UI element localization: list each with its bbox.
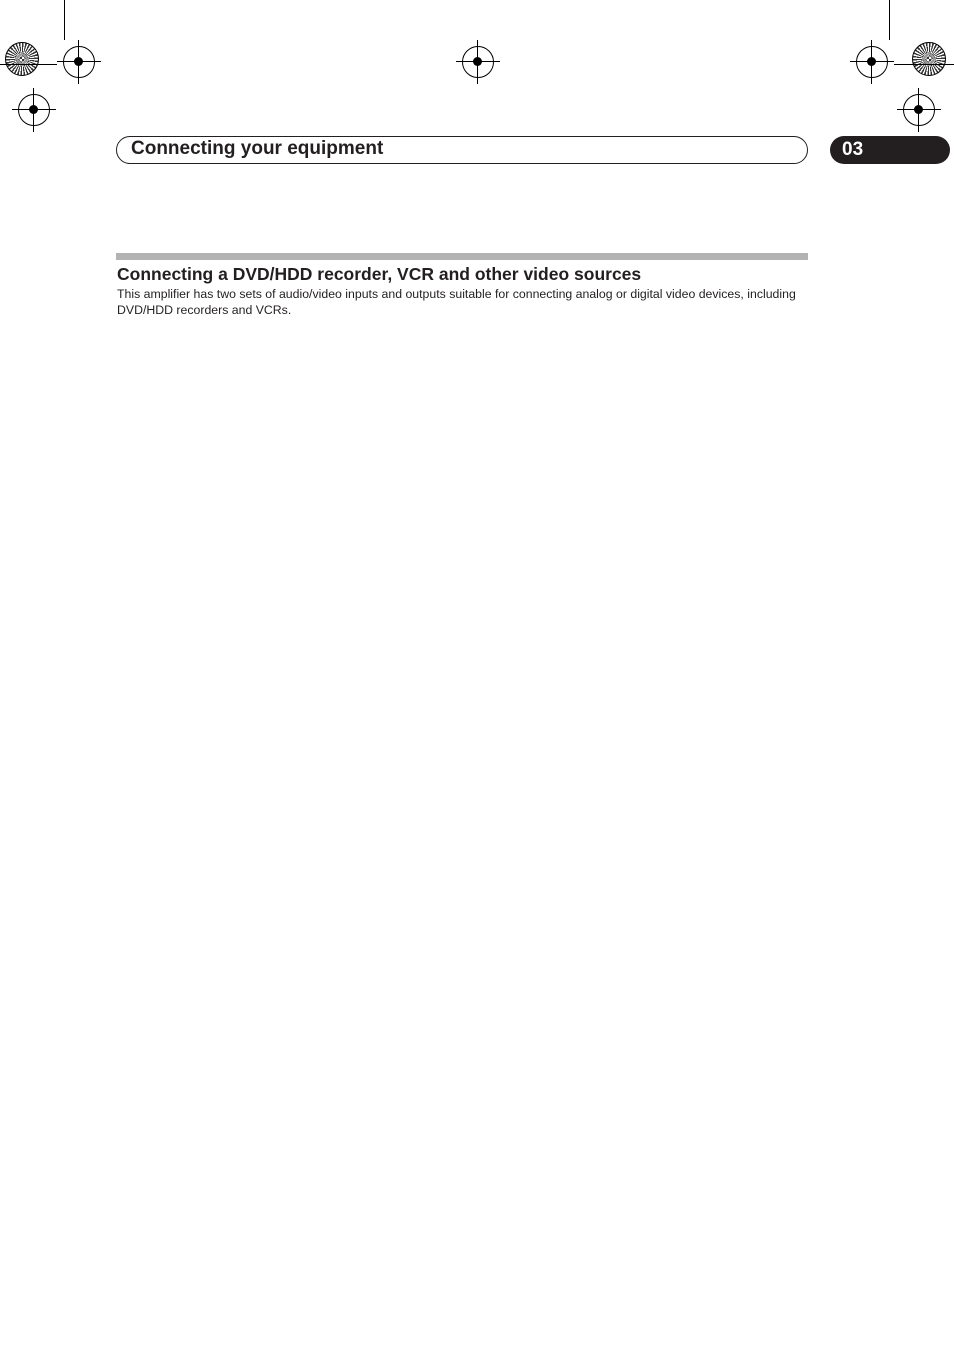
registration-wheel-icon	[912, 42, 946, 76]
registration-wheel-icon	[5, 42, 39, 76]
section-title: Connecting a DVD/HDD recorder, VCR and other video sources	[117, 264, 642, 284]
section-divider	[116, 253, 808, 260]
trim-line	[64, 0, 65, 40]
crop-mark-icon	[57, 40, 101, 84]
crop-mark-icon	[456, 40, 500, 84]
intro-paragraph: This amplifier has two sets of audio/video inputs and outputs suitable for connecting analog or digital video devices, including DVD/HDD recorders and VCRs.	[117, 287, 796, 317]
trim-line	[889, 0, 890, 40]
page-header	[116, 136, 808, 164]
chapter-badge: 03	[830, 136, 950, 164]
trim-line	[0, 64, 57, 65]
trim-line	[894, 64, 954, 65]
crop-mark-icon	[12, 88, 56, 132]
page-title: Connecting your equipment	[131, 138, 384, 159]
crop-mark-icon	[897, 88, 941, 132]
crop-mark-icon	[850, 40, 894, 84]
